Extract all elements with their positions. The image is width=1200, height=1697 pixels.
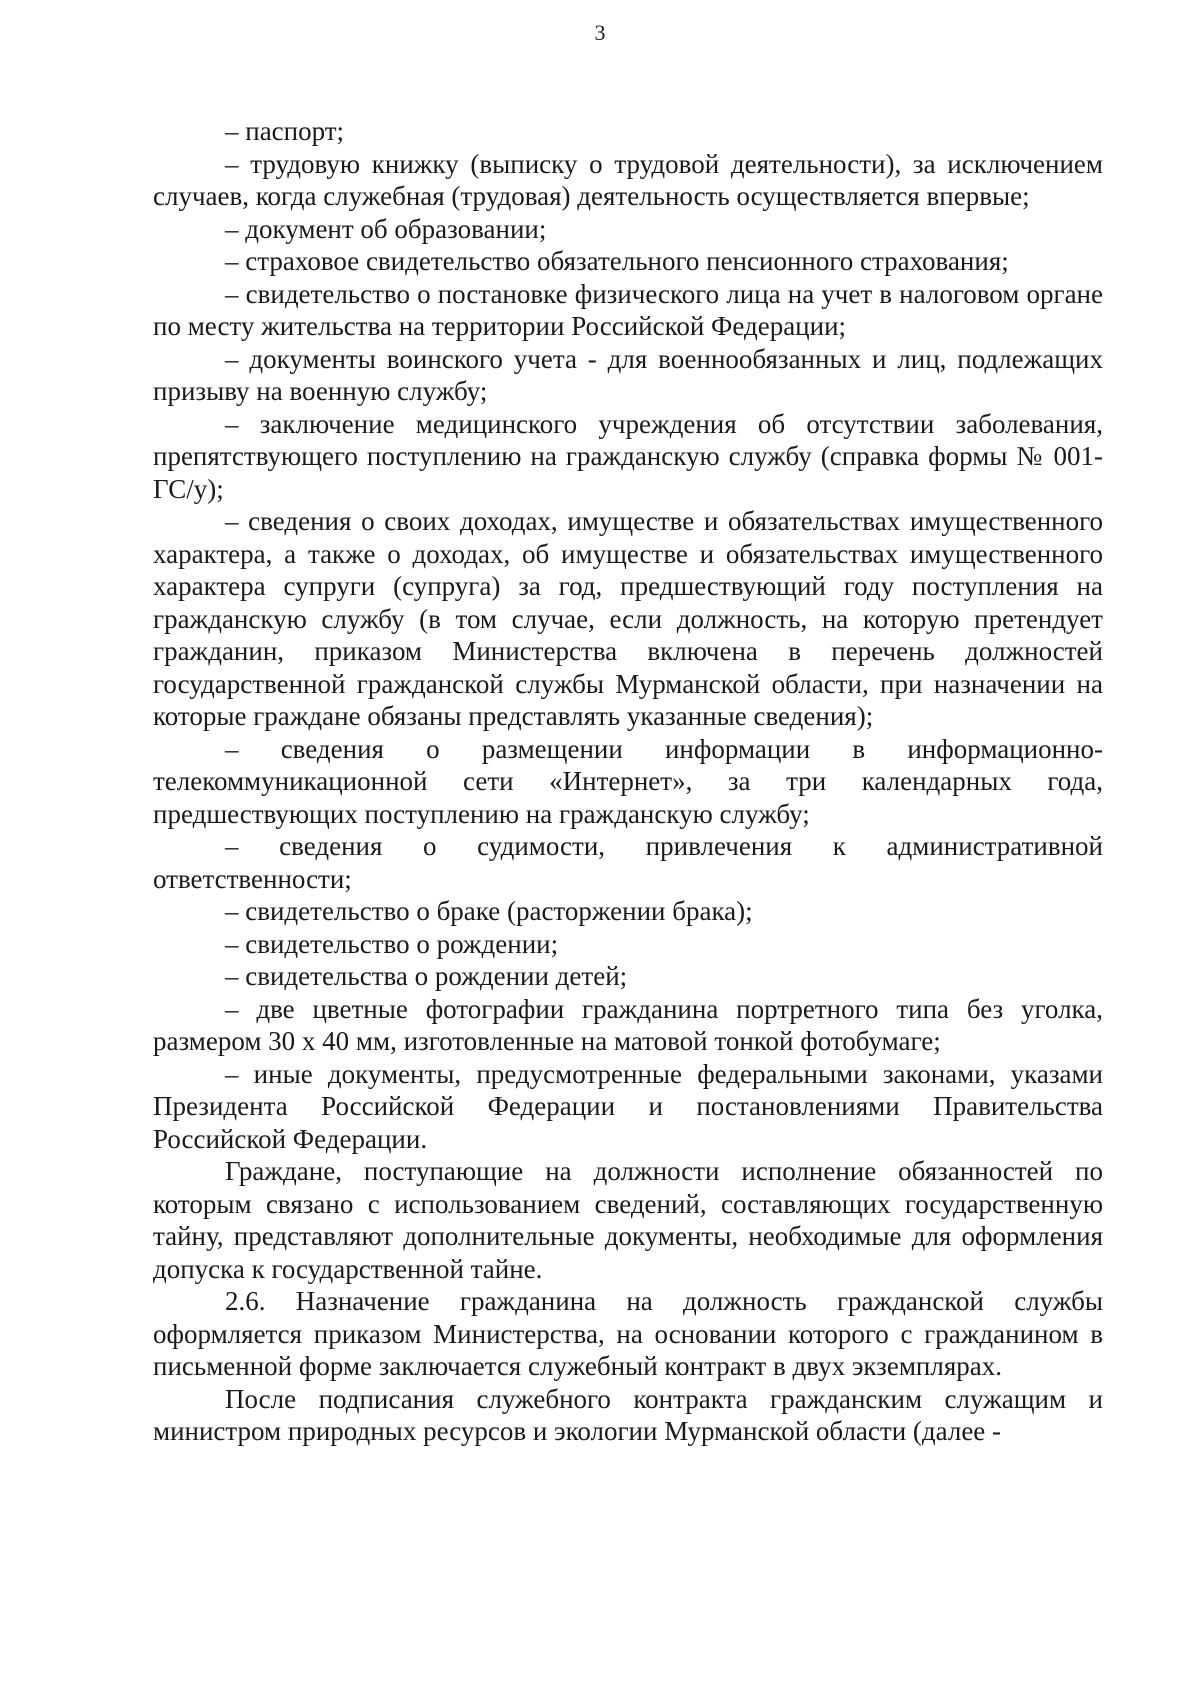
list-item-marriage-certificate: – свидетельство о браке (расторжении брака); <box>225 896 753 926</box>
list-item-education-document: – документ об образовании; <box>225 213 547 244</box>
list-item-birth-certificate: – свидетельство о рождении; <box>225 928 559 959</box>
paragraph-contract-signing: После подписания служебного контракта гражданским служащим и министром природных ресурсов и экологии Мурманской области (далее - <box>153 1383 1103 1446</box>
paragraph-2-6-appointment: 2.6. Назначение гражданина на должность гражданской службы оформляется приказом Министерства, на основании которого с гражданином в письменной форме заключается служебный контракт в двух экземплярах. <box>153 1286 1103 1381</box>
paragraph-state-secret: Граждане, поступающие на должности исполнение обязанностей по которым связано с использованием сведений, составляющих государственную тайну, представляют дополнительные документы, необходимые для оформления допуска к государственной тайне. <box>153 1156 1103 1284</box>
list-item-work-book: – трудовую книжку (выписку о трудовой деятельности), за исключением случаев, когда служебная (трудовая) деятельность осуществляется впервые; <box>153 148 1103 211</box>
list-item-tax-registration: – свидетельство о постановке физического лица на учет в налоговом органе по месту жительства на территории Российской Федерации; <box>153 278 1103 341</box>
document-body <box>153 115 1103 1448</box>
list-item-photographs: – две цветные фотографии гражданина портретного типа без уголка, размером 30 х 40 мм, изготовленные на матовой тонкой фотобумаге; <box>153 993 1103 1056</box>
list-item-criminal-record: – сведения о судимости, привлечения к административной ответственности; <box>153 831 1103 894</box>
list-item-military-documents: – документы воинского учета - для военнообязанных и лиц, подлежащих призыву на военную службу; <box>153 343 1103 406</box>
page-number: 3 <box>594 20 606 45</box>
list-item-passport: – паспорт; <box>225 116 345 146</box>
list-item-income-information: – сведения о своих доходах, имуществе и обязательствах имущественного характера, а также о доходах, об имуществе и обязательствах имущественного характера супруги (супруга) за год, предшествующий году поступления на гражданскую службу (в том случае, если должность, на которую претендует гражданин, приказом Министерства включена в перечень должностей государственной гражданской службы Мурманской области, при назначении на которые граждане обязаны представлять указанные сведения); <box>153 506 1103 731</box>
list-item-pension-insurance: – страховое свидетельство обязательного пенсионного страхования; <box>225 246 1009 276</box>
list-item-medical-certificate: – заключение медицинского учреждения об отсутствии заболевания, препятствующего поступлению на гражданскую службу (справка формы № 001-ГС/у); <box>153 408 1103 504</box>
list-item-children-birth-certificates: – свидетельства о рождении детей; <box>225 961 628 991</box>
list-item-internet-information: – сведения о размещении информации в информационно-телекоммуникационной сети «Интернет», за три календарных года, предшествующих поступлению на гражданскую службу; <box>153 733 1103 829</box>
list-item-other-documents: – иные документы, предусмотренные федеральными законами, указами Президента Российской Федерации и постановлениями Правительства Российской Федерации. <box>153 1058 1103 1154</box>
